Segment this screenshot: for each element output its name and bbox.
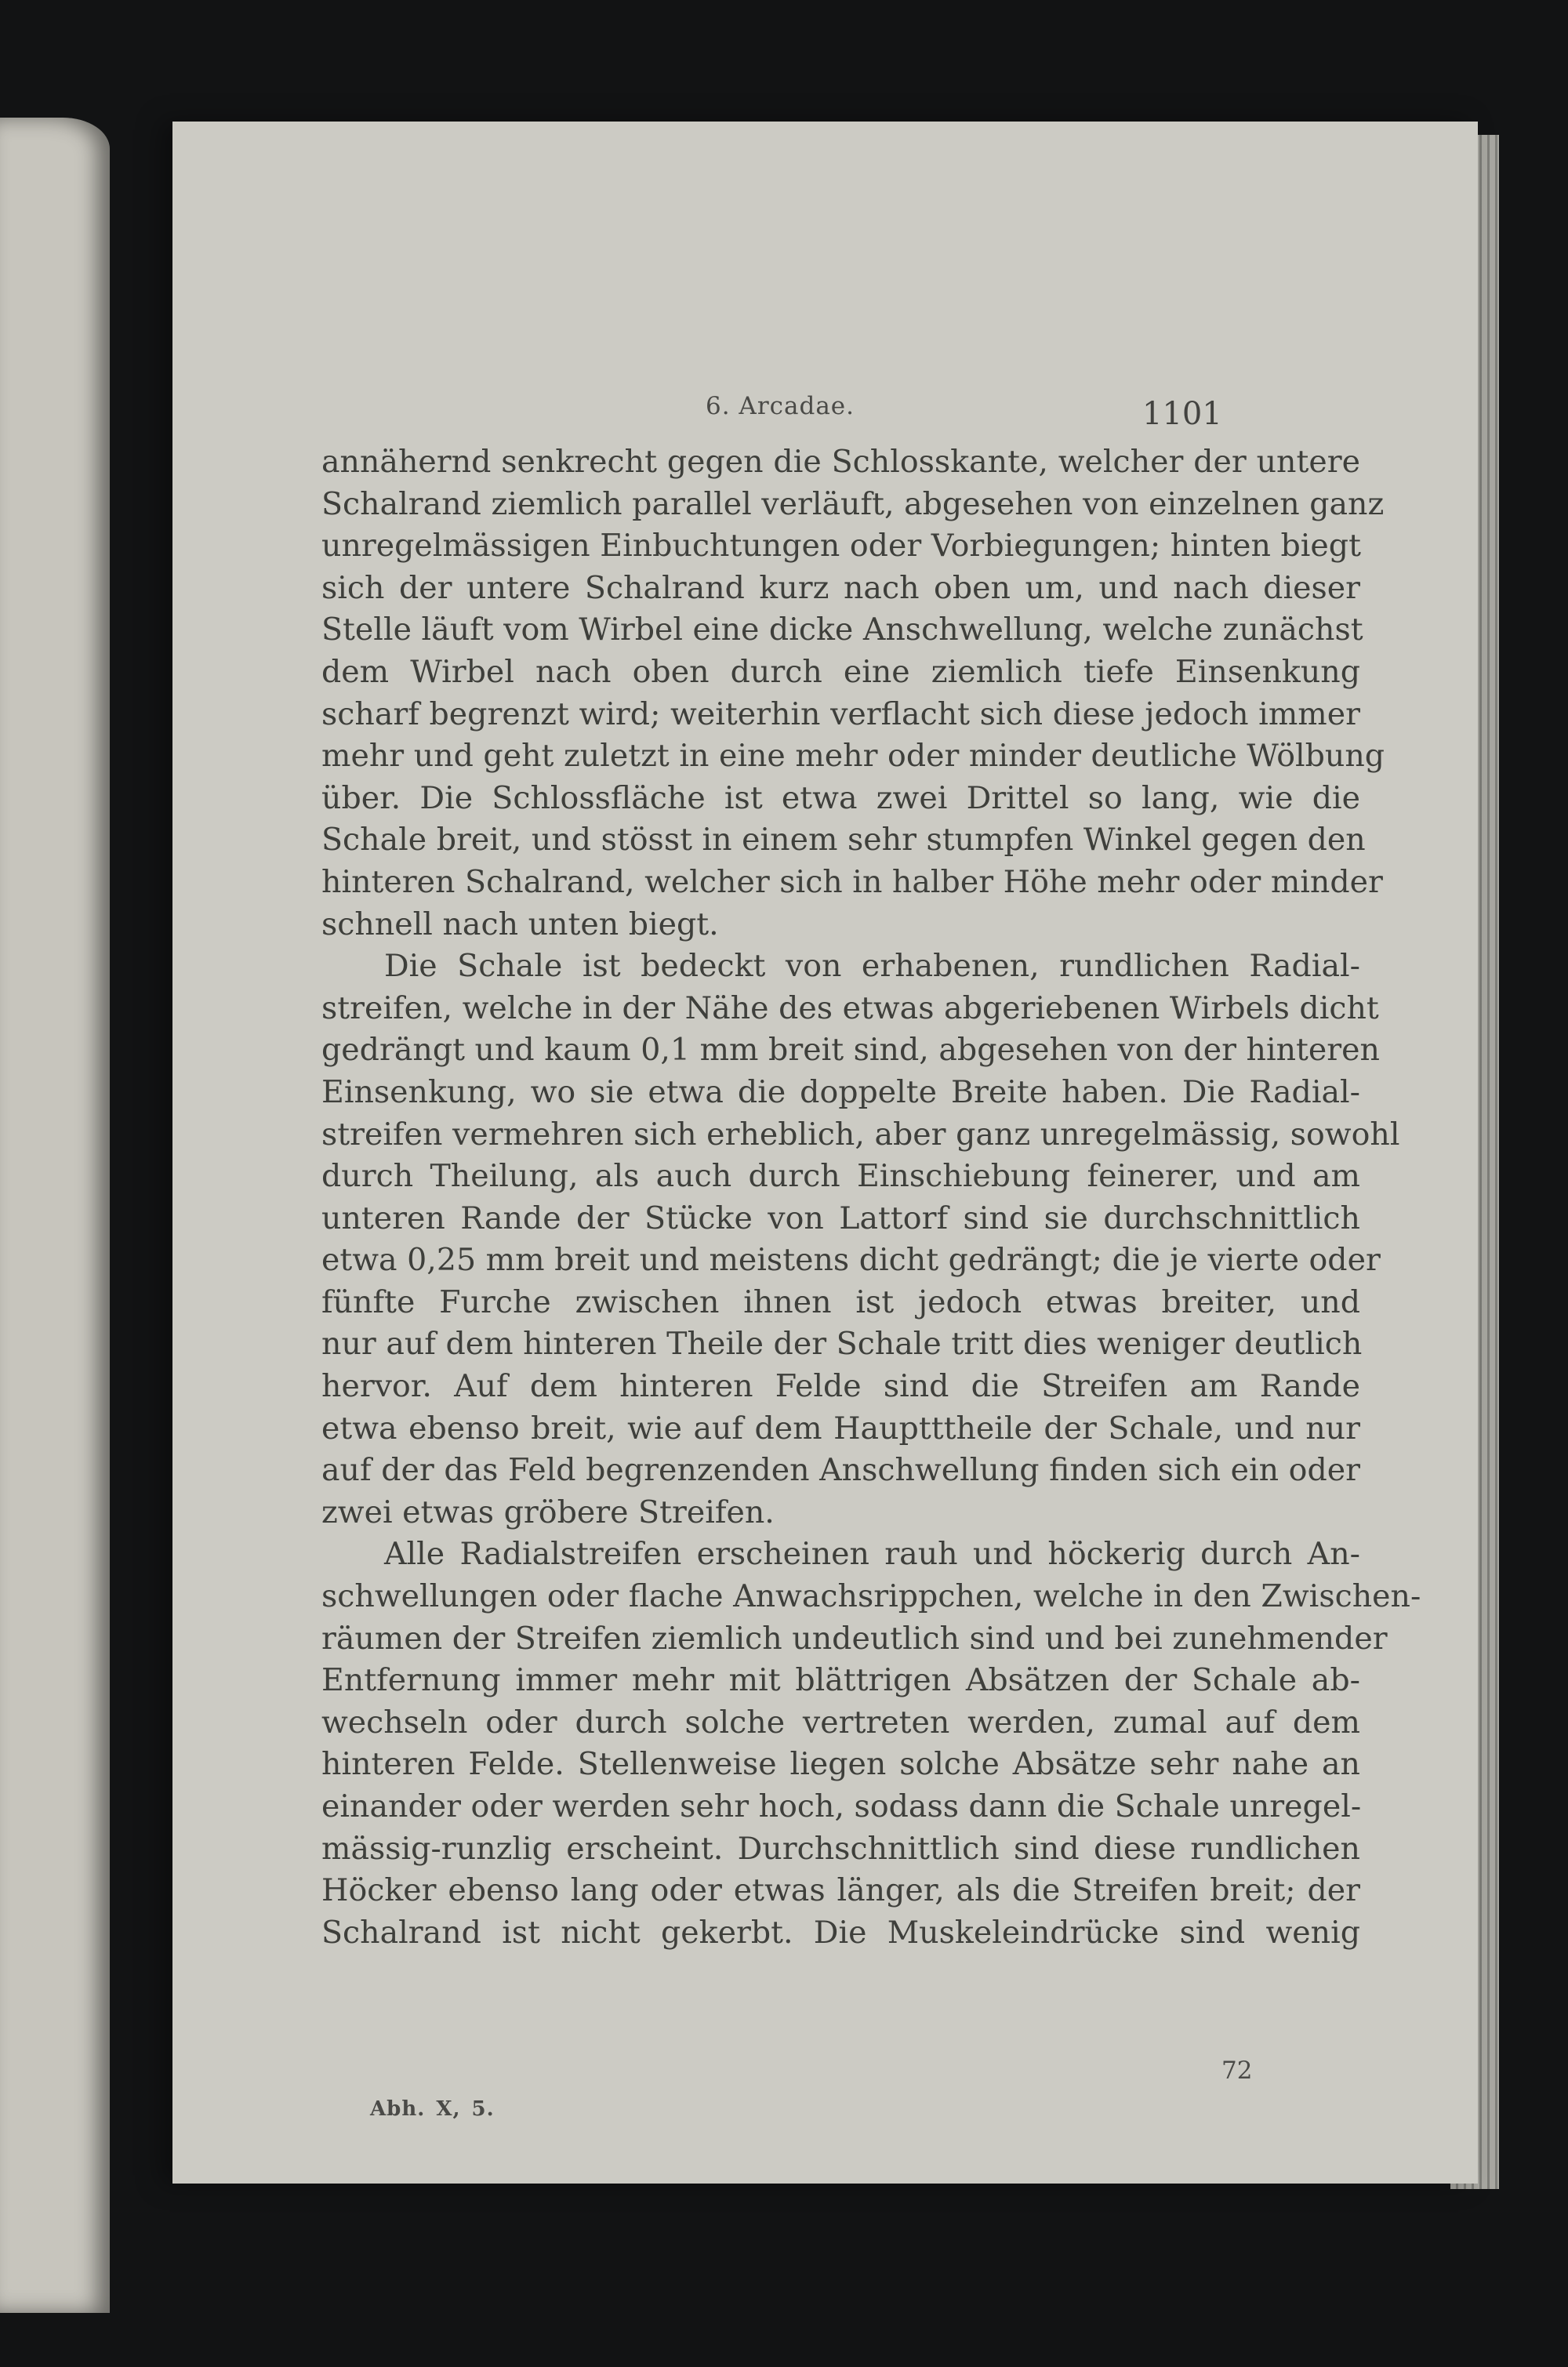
text-line: Stelle läuft vom Wirbel eine dicke Anschwellung, welche zunächst: [321, 612, 1363, 648]
signature-part: Abh.: [370, 2097, 426, 2121]
book-page: [172, 122, 1478, 2184]
text-line: räumen der Streifen ziemlich undeutlich sind und bei zunehmender: [321, 1620, 1388, 1657]
paragraph: [321, 441, 1385, 946]
text-line: scharf begrenzt wird; weiterhin verflacht sich diese jedoch immer: [321, 695, 1360, 732]
text-line: schwellungen oder flache Anwachsrippchen, welche in den Zwischen-: [321, 1578, 1421, 1615]
text-line: gedrängt und kaum 0,1 mm breit sind, abgesehen von der hinteren: [321, 1032, 1380, 1069]
text-line: durch Theilung, als auch durch Einschiebung feinerer, und am: [321, 1158, 1360, 1195]
text-line: Schalrand ist nicht gekerbt. Die Muskeleindrücke sind wenig: [321, 1914, 1360, 1951]
paragraph: [321, 946, 1400, 1534]
text-line: Schalrand ziemlich parallel verläuft, abgesehen von einzelnen ganz: [321, 485, 1385, 522]
body-text: [321, 441, 1421, 1954]
text-line: hinteren Felde. Stellenweise liegen solche Absätze sehr nahe an: [321, 1746, 1360, 1783]
left-facing-page: [0, 118, 110, 2313]
text-line: auf der das Feld begrenzenden Anschwellung finden sich ein oder: [321, 1452, 1360, 1489]
text-line: etwa 0,25 mm breit und meistens dicht gedrängt; die je vierte oder: [321, 1242, 1381, 1279]
signature-part: 5.: [471, 2097, 495, 2121]
sheet-number: 72: [1221, 2057, 1253, 2085]
text-line: nur auf dem hinteren Theile der Schale tritt dies weniger deutlich: [321, 1326, 1363, 1363]
text-line: streifen vermehren sich erheblich, aber ganz unregelmässig, sowohl: [321, 1116, 1400, 1153]
text-line: Entfernung immer mehr mit blättrigen Absätzen der Schale ab-: [321, 1662, 1360, 1699]
text-line: streifen, welche in der Nähe des etwas abgeriebenen Wirbels dicht: [321, 989, 1379, 1026]
text-line: annähernd senkrecht gegen die Schlosskante, welcher der untere: [321, 444, 1360, 480]
text-line: Die Schale ist bedeckt von erhabenen, rundlichen Radial-: [384, 948, 1360, 985]
text-line: mässig-runzlig erscheint. Durchschnittlich sind diese rundlichen: [321, 1830, 1360, 1867]
text-line: Schale breit, und stösst in einem sehr stumpfen Winkel gegen den: [321, 822, 1366, 859]
signature-mark: [370, 2097, 506, 2121]
text-line: Alle Radialstreifen erscheinen rauh und höckerig durch An-: [384, 1536, 1360, 1573]
signature-part: X,: [436, 2097, 461, 2121]
text-line: unteren Rande der Stücke von Lattorf sind sie durchschnittlich: [321, 1200, 1360, 1236]
paragraph: [321, 1534, 1421, 1954]
text-line: zwei etwas gröbere Streifen.: [321, 1494, 775, 1530]
text-line: unregelmässigen Einbuchtungen oder Vorbiegungen; hinten biegt: [321, 528, 1361, 565]
text-line: hervor. Auf dem hinteren Felde sind die Streifen am Rande: [321, 1368, 1360, 1405]
text-line: fünfte Furche zwischen ihnen ist jedoch etwas breiter, und: [321, 1283, 1360, 1320]
text-line: Einsenkung, wo sie etwa die doppelte Breite haben. Die Radial-: [321, 1073, 1360, 1110]
text-line: einander oder werden sehr hoch, sodass dann die Schale unregel-: [321, 1788, 1362, 1824]
text-line: wechseln oder durch solche vertreten werden, zumal auf dem: [321, 1704, 1360, 1741]
text-line: Höcker ebenso lang oder etwas länger, als die Streifen breit; der: [321, 1872, 1360, 1909]
text-line: dem Wirbel nach oben durch eine ziemlich tiefe Einsenkung: [321, 653, 1360, 690]
text-line: etwa ebenso breit, wie auf dem Hauptttheile der Schale, und nur: [321, 1410, 1360, 1447]
text-line: hinteren Schalrand, welcher sich in halber Höhe mehr oder minder: [321, 863, 1383, 900]
page-number: 1101: [1142, 396, 1222, 432]
text-line: mehr und geht zuletzt in eine mehr oder minder deutliche Wölbung: [321, 738, 1385, 775]
text-line: sich der untere Schalrand kurz nach oben um, und nach dieser: [321, 569, 1360, 606]
running-title: 6. Arcadae.: [706, 392, 855, 420]
text-line: über. Die Schlossfläche ist etwa zwei Drittel so lang, wie die: [321, 779, 1360, 816]
text-line: schnell nach unten biegt.: [321, 906, 719, 942]
